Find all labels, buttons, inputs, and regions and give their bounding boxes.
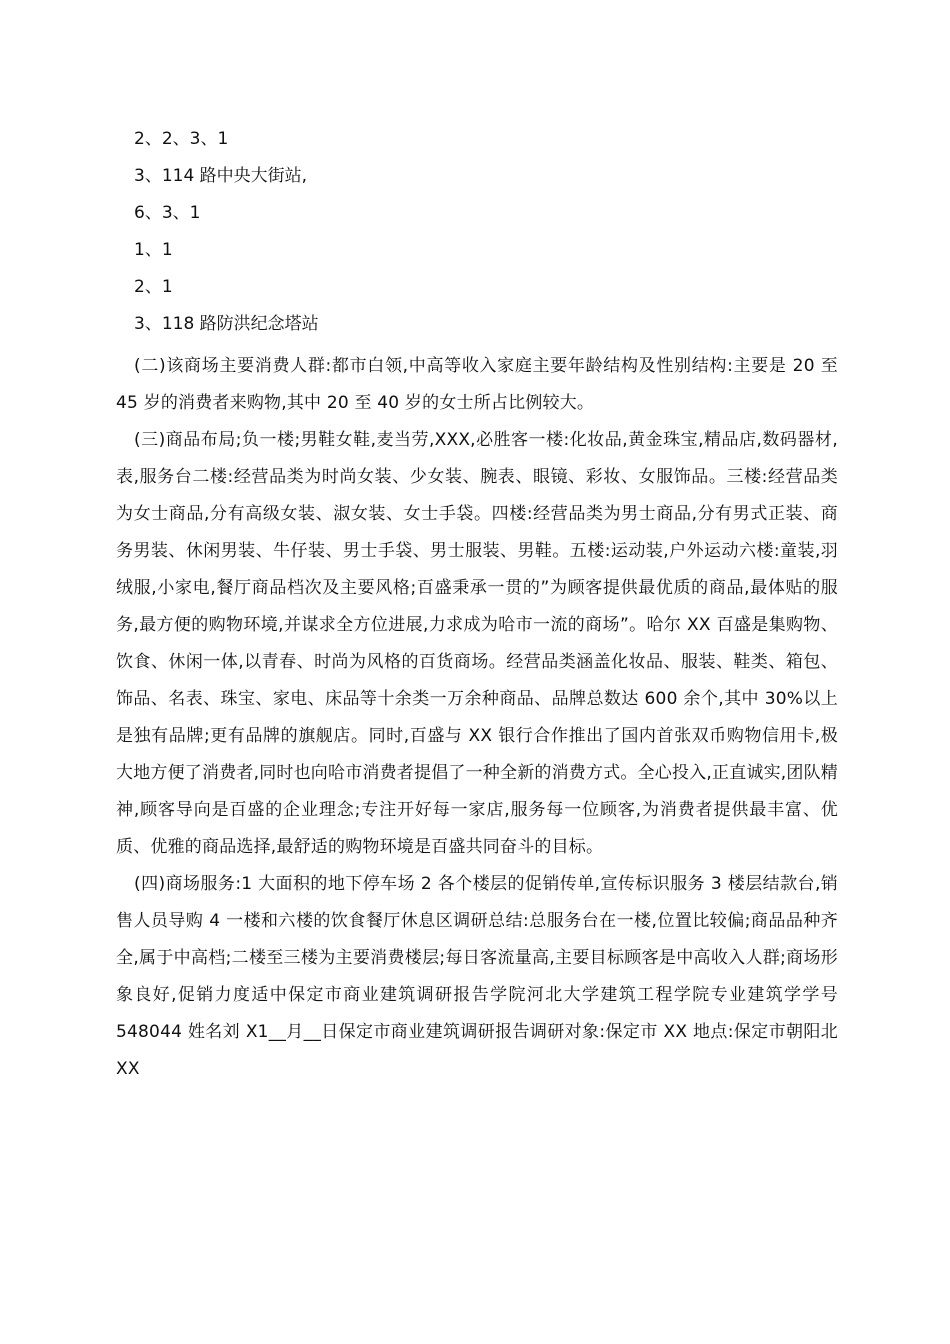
paragraph-mall-service: (四)商场服务:1 大面积的地下停车场 2 各个楼层的促销传单,宣传标识服务 3 楼层结款台,销售人员导购 4 一楼和六楼的饮食餐厅休息区调研总结:总服务台在一楼,位置比较偏;商品品种齐全,属于中高档;二楼至三楼为主要消费楼层;每日客流量高,主要目标顾客是中高收入人群;商场形象良好,促销力度适中保定市商业建筑调研报告学院河北大学建筑工程学院专业建筑学学号 548044 姓名刘 X1__月__日保定市商业建筑调研报告调研对象:保定市 XX 地点:保定市朝阳北 XX xyxy=(116,874,838,1079)
numbered-list xyxy=(134,126,834,348)
list-line: 1、1 xyxy=(134,240,173,260)
paragraph-product-layout: (三)商品布局;负一楼;男鞋女鞋,麦当劳,XXX,必胜客一楼:化妆品,黄金珠宝,精品店,数码器材,表,服务台二楼:经营品类为时尚女装、少女装、腕表、眼镜、彩妆、女服饰品。三楼:经营品类为女士商品,分有高级女装、淑女装、女士手袋。四楼:经营品类为男士商品,分有男式正装、商务男装、休闲男装、牛仔装、男士手袋、男士服装、男鞋。五楼:运动装,户外运动六楼:童装,羽绒服,小家电,餐厅商品档次及主要风格;百盛秉承一贯的”为顾客提供最优质的商品,最体贴的服务,最方便的购物环境,并谋求全方位进展,力求成为哈市一流的商场”。哈尔 XX 百盛是集购物、饮食、休闲一体,以青春、时尚为风格的百货商场。经营品类涵盖化妆品、服装、鞋类、箱包、饰品、名表、珠宝、家电、床品等十余类一万余种商品、品牌总数达 600 余个,其中 30%以上是独有品牌;更有品牌的旗舰店。同时,百盛与 XX 银行合作推出了国内首张双币购物信用卡,极大地方便了消费者,同时也向哈市消费者提倡了一种全新的消费方式。全心投入,正直诚实,团队精神,顾客导向是百盛的企业理念;专注开好每一家店,服务每一位顾客,为消费者提供最丰富、优质、优雅的商品选择,最舒适的购物环境是百盛共同奋斗的目标。 xyxy=(116,430,839,857)
list-line: 3、114 路中央大街站, xyxy=(134,166,308,186)
list-line: 2、1 xyxy=(134,277,173,297)
paragraph-consumer-group: (二)该商场主要消费人群:都市白领,中高等收入家庭主要年龄结构及性别结构:主要是 20 至 45 岁的消费者来购物,其中 20 至 40 岁的女士所占比例较大。 xyxy=(116,356,838,413)
list-line: 3、118 路防洪纪念塔站 xyxy=(134,314,319,334)
list-line: 6、3、1 xyxy=(134,203,201,223)
list-line: 2、2、3、1 xyxy=(134,129,229,149)
body-text xyxy=(116,348,838,1088)
